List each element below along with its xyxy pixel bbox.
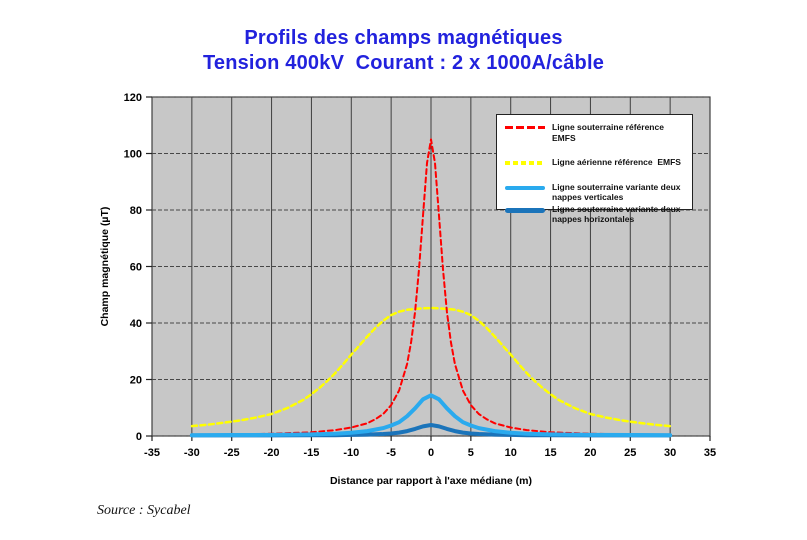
svg-text:15: 15 xyxy=(544,447,557,459)
legend-item-1 xyxy=(505,157,686,168)
svg-text:0: 0 xyxy=(135,431,142,443)
svg-text:-25: -25 xyxy=(223,447,240,459)
svg-text:20: 20 xyxy=(584,447,597,459)
svg-text:60: 60 xyxy=(129,261,142,274)
legend-line-sample-0 xyxy=(505,126,545,129)
y-tick-labels xyxy=(124,92,142,443)
svg-text:120: 120 xyxy=(123,92,142,104)
svg-text:20: 20 xyxy=(129,374,142,387)
legend-label-2: Ligne souterraine variante deux nappes verticales xyxy=(552,181,683,202)
svg-text:35: 35 xyxy=(703,447,717,459)
svg-text:-30: -30 xyxy=(183,447,200,459)
legend-line-sample-1 xyxy=(505,161,545,165)
svg-text:-20: -20 xyxy=(263,447,280,459)
svg-text:80: 80 xyxy=(129,205,142,217)
svg-text:30: 30 xyxy=(664,447,677,459)
legend-label-1: Ligne aérienne référence EMFS xyxy=(552,157,681,167)
svg-text:10: 10 xyxy=(504,447,517,459)
svg-text:5: 5 xyxy=(467,447,474,459)
svg-text:40: 40 xyxy=(129,318,142,330)
svg-text:0: 0 xyxy=(427,447,435,459)
x-axis-title: Distance par rapport à l'axe médiane (m) xyxy=(329,475,533,487)
legend-line-sample-2 xyxy=(505,186,545,190)
svg-text:-10: -10 xyxy=(343,447,360,459)
legend-item-3 xyxy=(505,204,686,225)
svg-text:25: 25 xyxy=(624,447,637,459)
svg-text:-5: -5 xyxy=(386,447,397,459)
svg-text:100: 100 xyxy=(123,148,142,161)
chart-legend xyxy=(496,114,693,224)
chart-title-line1: Profils des champs magnétiques xyxy=(244,27,563,49)
legend-item-2 xyxy=(505,182,686,203)
svg-text:-35: -35 xyxy=(144,447,160,459)
x-tick-labels xyxy=(144,447,716,459)
svg-text:-15: -15 xyxy=(303,447,320,459)
legend-label-3: Ligne souterraine variante deux nappes horizontales xyxy=(552,203,683,224)
source-note: Source : Sycabel xyxy=(97,503,191,518)
legend-line-sample-3 xyxy=(505,208,545,213)
legend-label-0: Ligne souterraine référence EMFS xyxy=(552,122,669,143)
chart-title-line2: Tension 400kV Courant : 2 x 1000A/câble xyxy=(202,52,605,74)
legend-item-0 xyxy=(505,122,686,143)
y-axis-title: Champ magnétique (µT) xyxy=(99,206,111,327)
